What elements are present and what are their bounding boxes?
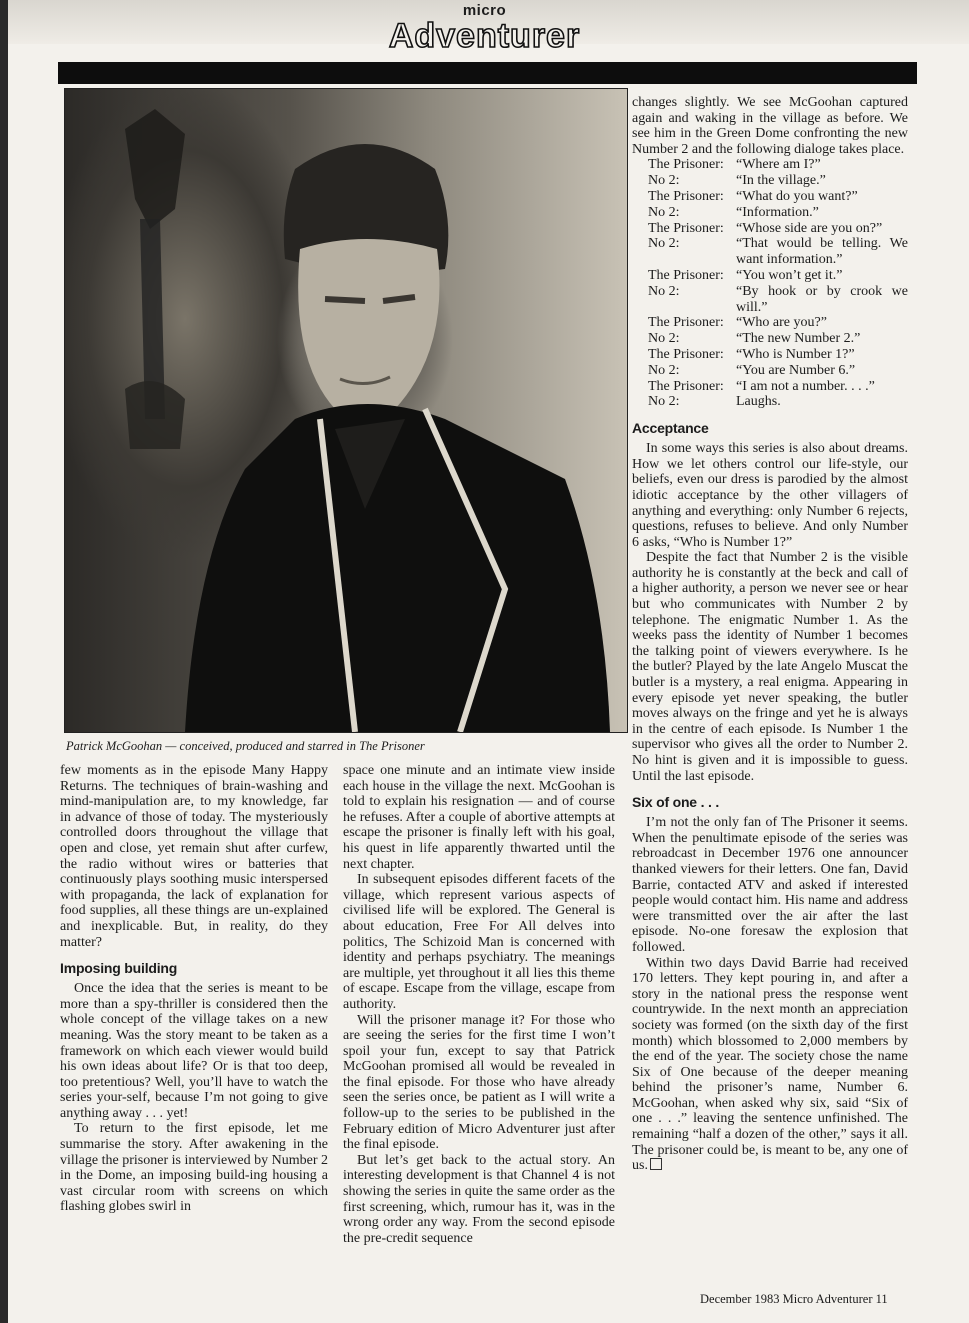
dialogue-speaker: No 2: (648, 362, 680, 378)
paragraph: few moments as in the episode Many Happy Returns. The techniques of brain-washing and mind-manipulation are, to my knowledge, far in advance of those of today. The mysteriously controlled doors throughout the village that open and close, yet remain shut after curfew, the radio without wires or batteries that continuously plays soothing music interspersed with propaganda, the lack of explanation for food supplies, all these things are un-explained and inexplicable. But, in reality, do they matter? (60, 763, 328, 950)
dialogue-row (648, 379, 908, 395)
photo-caption: Patrick McGoohan — conceived, produced and starred in The Prisoner (66, 739, 425, 753)
article-column-left (60, 763, 328, 1215)
dialogue-row (648, 394, 908, 410)
masthead-title: Adventurer (388, 17, 581, 55)
dialogue-speaker: The Prisoner: (648, 267, 724, 283)
dialogue-row (648, 331, 908, 347)
dialogue-line: “That would be telling. We want information.” (736, 236, 908, 268)
paragraph: But let’s get back to the actual story. An interesting development is that Channel 4 is not showing the series in quite the same order as the first screening, which, rumour has it, was in the wrong order any way. From the second episode the pre-credit sequence (343, 1152, 615, 1246)
paragraph-text: Within two days David Barrie had received 170 letters. They kept pouring in, and after a story in the national press the response went countrywide. In the next month an appreciation society was formed (on the sixth day of the first month) which blossomed to 2,000 members by the end of the year. The society chose the name Six of One because of the deeper meaning behind the prisoner’s name, Number 6. McGoohan, when asked why six, said “Six of one . . .” leaving the sentence unfinished. The remaining “half a dozen of the other,” says it all. The prisoner could be, is meant to be, any one of us. (632, 955, 908, 1174)
dialogue-speaker: The Prisoner: (648, 378, 724, 394)
section-heading: Imposing building (60, 960, 178, 977)
paragraph: I’m not the only fan of The Prisoner it seems. When the penultimate episode of the series was rebroadcast in December 1976 one announcer thanked viewers for their letters. One fan, David Barrie, contacted ATV and asked if interested people would contact him. His name and address were transmitted over the air after the last episode. No-one foresaw the explosion that followed. (632, 815, 908, 955)
dialogue-row (648, 157, 908, 173)
paragraph: Once the idea that the series is meant to be more than a spy-thriller is considered then the whole concept of the village takes on a new meaning. Was the story meant to be taken as a framework on which each viewer would build his own ideas about life? Or is that too deep, too pretentious? Well, you’ll have to watch the series your-self, because I’m not going to give anything away . . . yet! (60, 981, 328, 1121)
dialogue-speaker: The Prisoner: (648, 220, 724, 236)
article-photo (64, 88, 628, 733)
dialogue-line: “What do you want?” (736, 188, 858, 204)
dialogue-speaker: No 2: (648, 204, 680, 220)
dialogue-line: “In the village.” (736, 173, 826, 189)
dialogue-line: “Whose side are you on?” (736, 220, 883, 236)
dialogue-row (648, 284, 908, 316)
section-heading: Six of one . . . (632, 794, 720, 811)
dialogue-row (648, 347, 908, 363)
paragraph: In subsequent episodes different facets of the village, which represent various aspects of civilised life will be explored. The General is about education, Free For All delves into politics, The Schizoid Man is concerned with identity and perhaps psychiatry. The meanings are multiple, yet throughout it all lies this theme of escape. Escape from the village, escape from authority. (343, 872, 615, 1012)
portrait-illustration (65, 89, 627, 732)
dialogue-speaker: The Prisoner: (648, 315, 724, 331)
article-column-middle (343, 763, 615, 1246)
dialogue-row (648, 173, 908, 189)
header-bar (58, 62, 917, 84)
page-footer: December 1983 Micro Adventurer 11 (700, 1292, 888, 1306)
paragraph: Will the prisoner manage it? For those who are seeing the series for the first time I won’t spoil your fun, except to say that Patrick McGoohan promised all would be revealed in the final episode. For those who have already seen the series once, be patient as I will write a follow-up to the series to be published in the February edition of Micro Adventurer just after the final episode. (343, 1012, 615, 1153)
dialogue-speaker: The Prisoner: (648, 188, 724, 204)
dialogue-line: “By hook or by crook we will.” (736, 283, 908, 315)
dialogue-line: Laughs. (736, 394, 781, 410)
page-edge (0, 0, 8, 1323)
dialogue-line: “The new Number 2.” (736, 331, 861, 347)
end-mark-icon (650, 1158, 662, 1170)
masthead (0, 0, 969, 64)
dialogue-line: “Who is Number 1?” (736, 346, 855, 362)
paragraph: changes slightly. We see McGoohan captured again and waking in the village as before. We see him in the Green Dome confronting the new Number 2 and the following dialoge takes place. (632, 95, 908, 157)
masthead-micro: micro (462, 2, 507, 19)
dialogue-row (648, 189, 908, 205)
dialogue-row (648, 315, 908, 331)
dialogue-row (648, 221, 908, 237)
dialogue-line: “Information.” (736, 204, 819, 220)
dialogue-block (632, 157, 908, 410)
dialogue-row (648, 205, 908, 221)
dialogue-speaker: No 2: (648, 173, 680, 189)
article-column-right (632, 95, 908, 1174)
dialogue-line: “I am not a number. . . .” (736, 378, 875, 394)
paragraph: space one minute and an intimate view inside each house in the village the next. McGoohan is told to explain his resignation — and of course he refuses. After a couple of abortive attempts at escape the prisoner is finally left with his goal, his quest in life apparently thwarted until the next chapter. (343, 763, 615, 872)
section-heading: Acceptance (632, 420, 709, 437)
dialogue-speaker: No 2: (648, 236, 680, 252)
dialogue-speaker: The Prisoner: (648, 346, 724, 362)
dialogue-speaker: No 2: (648, 283, 680, 299)
dialogue-row (648, 236, 908, 268)
paragraph: Despite the fact that Number 2 is the visible authority he is constantly at the beck and call of a higher authority, a person we never see or hear but who communicates with Number 2 by telephone. The enigmatic Number 1. As the weeks pass the identity of Number 1 becomes the talking point of viewers everywhere. Is he the butler? Played by the late Angelo Muscat the butler is a mystery, a real enigma. Appearing in every episode yet never speaking, the butler moves always on the fringe and yet he is always in the centre of each episode. Is Number 1 the supervisor who gives all the order to Number 2. No hint is given and it is impossible to guess. Until the last episode. (632, 550, 908, 784)
paragraph (632, 956, 908, 1174)
paragraph: To return to the first episode, let me summarise the story. After awakening in the village the prisoner is interviewed by Number 2 in the Dome, an imposing build-ing housing a vast circular room with screens on which flashing globes swirl in (60, 1121, 328, 1215)
dialogue-line: “Where am I?” (736, 157, 821, 173)
dialogue-speaker: The Prisoner: (648, 157, 724, 173)
dialogue-line: “Who are you?” (736, 315, 827, 331)
dialogue-speaker: No 2: (648, 394, 680, 410)
dialogue-row (648, 363, 908, 379)
dialogue-line: “You won’t get it.” (736, 267, 843, 283)
dialogue-row (648, 268, 908, 284)
dialogue-speaker: No 2: (648, 331, 680, 347)
paragraph: In some ways this series is also about dreams. How we let others control our life-style, our beliefs, even our dress is parodied by the almost idiotic acceptance by the other villagers of anything and everything: only Number 6 rejects, questions, refuses to believe. And only Number 6 asks, “Who is Number 1?” (632, 441, 908, 550)
dialogue-line: “You are Number 6.” (736, 362, 856, 378)
